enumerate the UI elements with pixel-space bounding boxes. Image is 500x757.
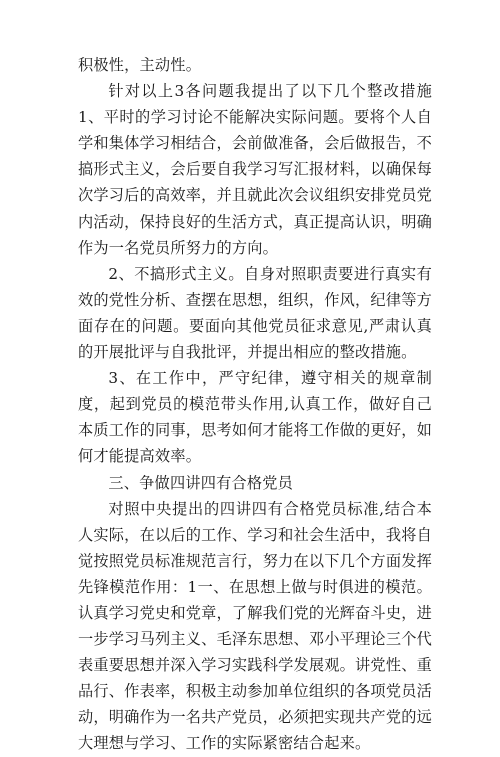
document-body	[78, 52, 432, 757]
section-heading: 三、争做四讲四有合格党员	[108, 473, 294, 492]
paragraph-2: 针对以上3各问题我提出了以下几个整改措施1、平时的学习讨论不能解决实际问题。要将个人自学和集体学习相结合，会前做准备，会后做报告，不搞形式主义，会后要自我学习写汇报材料，以确保每次学习后的高效率，并且就此次会议组织安排党员党内活动，保持良好的生活方式，真正提高认识，明确作为一名党员所努力的方向。	[78, 82, 432, 257]
paragraph-1: 积极性，主动性。	[78, 56, 202, 74]
paragraph-5: 对照中央提出的四讲四有合格党员标准,结合本人实际，在以后的工作、学习和社会生活中，我将自觉按照党员标准规范言行，努力在以下几个方面发挥先锋模范作用：1一、在思想上做与时俱进的模范。认真学习党史和党章，了解我们党的光辉奋斗史，进一步学习马列主义、毛泽东思想、邓小平理论三个代表重要思想并深入学习实践科学发展观。讲党性、重品行、作表率，积极主动参加单位组织的各项党员活动，明确作为一名共产党员，必须把实现共产党的远大理想与学习、工作的实际紧密结合起来。	[78, 499, 432, 753]
paragraph-4: 3、在工作中，严守纪律，遵守相关的规章制度，起到党员的模范带头作用,认真工作，做好自己本质工作的同事，思考如何才能将工作做的更好，如何才能提高效率。	[78, 369, 432, 466]
paragraph-3: 2、不搞形式主义。自身对照职责要进行真实有效的党性分析、查摆在思想，组织，作风，纪律等方面存在的问题。要面向其他党员征求意见,严肃认真的开展批评与自我批评，并提出相应的整改措施。	[78, 264, 432, 362]
